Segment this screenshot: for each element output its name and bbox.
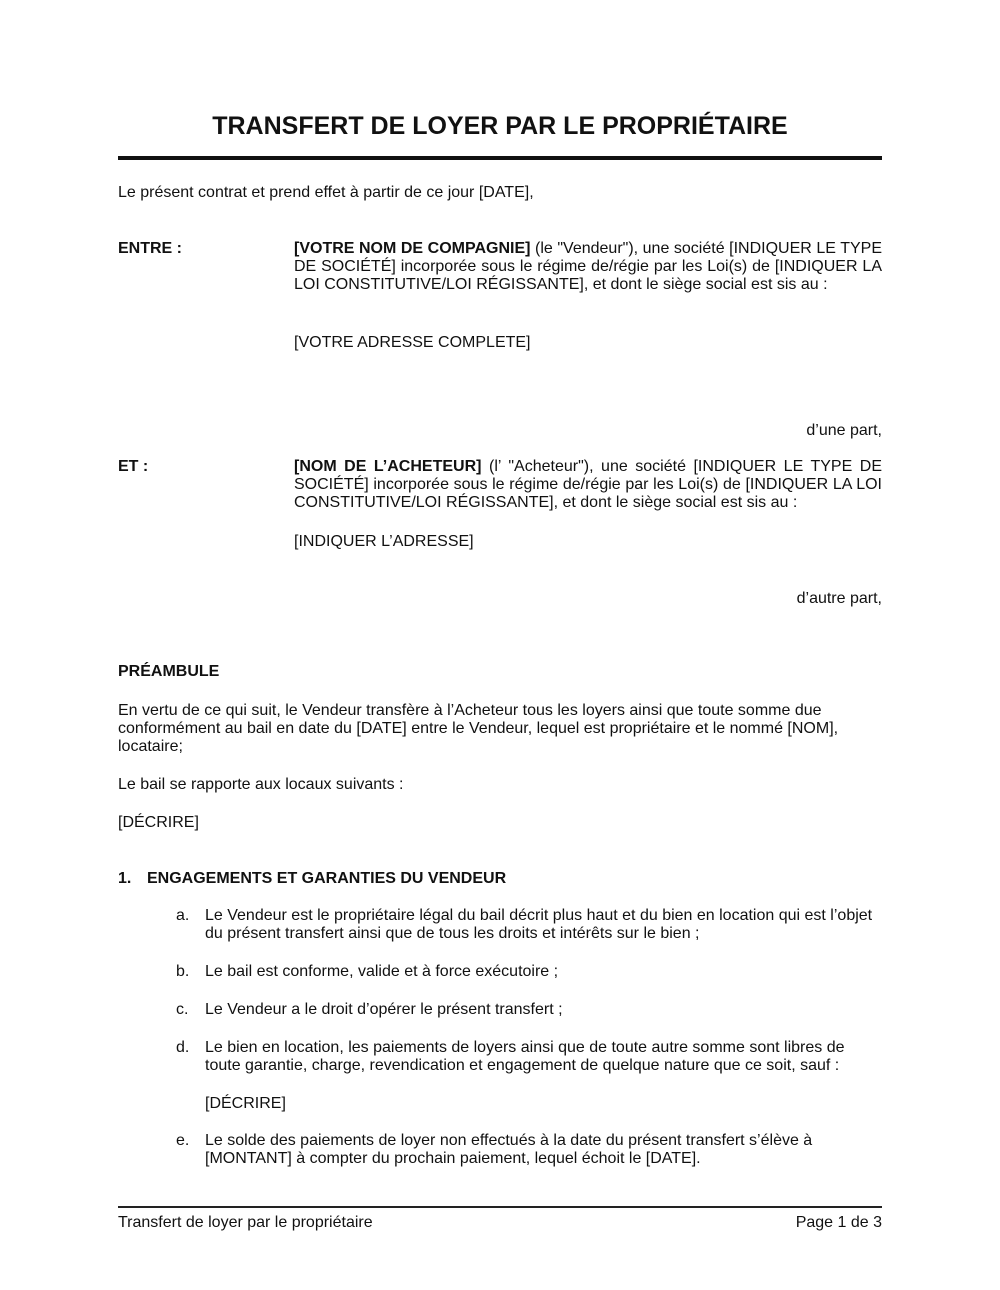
- seller-name: [VOTRE NOM DE COMPAGNIE]: [294, 240, 531, 257]
- item-text-b: Le bail est conforme, valide et à force exécutoire ;: [205, 963, 559, 980]
- section-heading: ENGAGEMENTS ET GARANTIES DU VENDEUR: [147, 870, 507, 887]
- buyer-address: [INDIQUER L’ADRESSE]: [294, 533, 474, 550]
- item-letter-e: e.: [176, 1132, 190, 1149]
- party-description-seller: [294, 240, 882, 294]
- item-letter-a: a.: [176, 907, 190, 924]
- party-description-buyer: [294, 458, 882, 512]
- item-text-c: Le Vendeur a le droit d’opérer le présent transfert ;: [205, 1001, 563, 1018]
- preamble-paragraph-3: [DÉCRIRE]: [118, 814, 199, 831]
- intro-paragraph: Le présent contrat et prend effet à partir de ce jour [DATE],: [118, 184, 534, 201]
- preamble-paragraph-1: En vertu de ce qui suit, le Vendeur transfère à l’Acheteur tous les loyers ainsi que toute somme due conformément au bail en date du [DATE] entre le Vendeur, lequel est propriétaire et le nommé [NOM], locataire;: [118, 702, 839, 755]
- item-text-d: Le bien en location, les paiements de loyers ainsi que de toute autre somme sont libres de toute garantie, charge, revendication et engagement de quelque nature que ce soit, sauf :: [205, 1039, 845, 1074]
- preamble-paragraph-2: Le bail se rapporte aux locaux suivants :: [118, 776, 404, 793]
- seller-address: [VOTRE ADRESSE COMPLETE]: [294, 334, 531, 351]
- item-letter-d: d.: [176, 1039, 190, 1056]
- party-label-et: ET :: [118, 458, 149, 475]
- buyer-closing: d’autre part,: [796, 590, 882, 607]
- title-divider: [118, 156, 882, 160]
- buyer-name: [NOM DE L’ACHETEUR]: [294, 458, 482, 475]
- item-text-a: Le Vendeur est le propriétaire légal du bail décrit plus haut et du bien en location qui est l’objet du présent transfert ainsi que de tous les droits et intérêts sur le bien ;: [205, 907, 873, 942]
- item-sub-d: [DÉCRIRE]: [205, 1095, 286, 1112]
- seller-closing: d’une part,: [806, 422, 882, 439]
- section-number: 1.: [118, 870, 132, 887]
- item-letter-b: b.: [176, 963, 190, 980]
- item-text-e: Le solde des paiements de loyer non effectués à la date du présent transfert s’élève à [MONTANT] à compter du prochain paiement, lequel échoit le [DATE].: [205, 1132, 813, 1167]
- party-label-entre: ENTRE :: [118, 240, 182, 257]
- item-letter-c: c.: [176, 1001, 189, 1018]
- footer-document-name: Transfert de loyer par le propriétaire: [118, 1214, 373, 1231]
- document-title: TRANSFERT DE LOYER PAR LE PROPRIÉTAIRE: [212, 112, 788, 140]
- footer-page-number: Page 1 de 3: [795, 1214, 882, 1231]
- footer-divider: [118, 1206, 882, 1208]
- seller-details: (le "Vendeur"), une société [INDIQUER LE TYPE DE SOCIÉTÉ] incorporée sous le régime de/régie par les Loi(s) de [INDIQUER LA LOI CONSTITUTIVE/LOI RÉGISSANTE], et dont le siège social est sis au :: [294, 240, 882, 293]
- buyer-details: (l’ "Acheteur"), une société [INDIQUER LE TYPE DE SOCIÉTÉ] incorporée sous le régime de/régie par les Loi(s) de [INDIQUER LA LOI CONSTITUTIVE/LOI RÉGISSANTE], et dont le siège social est sis au :: [294, 458, 883, 511]
- preamble-heading: PRÉAMBULE: [118, 663, 220, 680]
